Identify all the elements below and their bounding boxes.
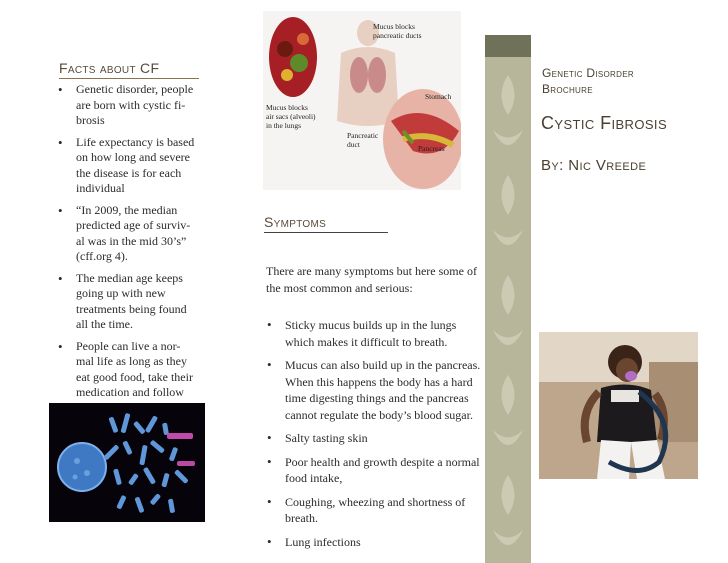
decorative-spine: [485, 35, 531, 563]
list-item: • People can live a nor-mal life as long as they eat good food, take their medication and follow: [57, 339, 195, 432]
chromosome-image: [49, 403, 205, 522]
child-nebulizer-photo: [539, 332, 698, 479]
diagram-label: Mucus blocks: [266, 103, 308, 112]
symptoms-heading: Symptoms: [264, 214, 388, 233]
diagram-label: in the lungs: [266, 121, 301, 130]
facts-list: [57, 82, 195, 438]
author-byline: By: Nic Vreede: [541, 157, 647, 174]
list-item: • The median age keeps going up with new treatments being found all the time.: [57, 271, 195, 333]
list-item: • Genetic disorder, people are born with cystic fi-brosis: [57, 82, 195, 129]
facts-heading: Facts about CF: [59, 60, 199, 79]
symptoms-list: [266, 317, 482, 557]
diagram-label: air sacs (alveoli): [266, 112, 316, 121]
diagram-label: pancreatic ducts: [373, 31, 422, 40]
subtitle-line-1: Genetic Disorder: [542, 66, 634, 80]
list-item: • Poor health and growth despite a normal food intake,: [266, 454, 482, 487]
list-item: • Lung infections: [266, 534, 482, 551]
subtitle-line-2: Brochure: [542, 82, 593, 96]
diagram-label: Pancreatic: [347, 131, 379, 140]
diagram-label: duct: [347, 140, 360, 149]
list-item: • “In 2009, the median predicted age of surviv-al was in the mid 30’s” (cff.org 4).: [57, 203, 195, 265]
diagram-label: Stomach: [425, 92, 452, 101]
symptoms-intro: There are many symptoms but here some of the most common and serious:: [266, 264, 477, 295]
list-item: • Life expectancy is based on how long and severe the disease is for each individual: [57, 135, 195, 197]
diagram-label: Pancreas: [418, 144, 445, 153]
brochure-title: Cystic Fibrosis: [541, 113, 668, 133]
list-item: • Salty tasting skin: [266, 430, 482, 447]
anatomy-diagram: [263, 11, 461, 190]
list-item: • Mucus can also build up in the pancreas. When this happens the body has a hard time digesting things and the pancreas cannot regulate the body’s blood sugar.: [266, 357, 482, 423]
list-item: • Coughing, wheezing and shortness of breath.: [266, 494, 482, 527]
list-item: • Sticky mucus builds up in the lungs which makes it difficult to breath.: [266, 317, 482, 350]
diagram-label: Mucus blocks: [373, 22, 415, 31]
